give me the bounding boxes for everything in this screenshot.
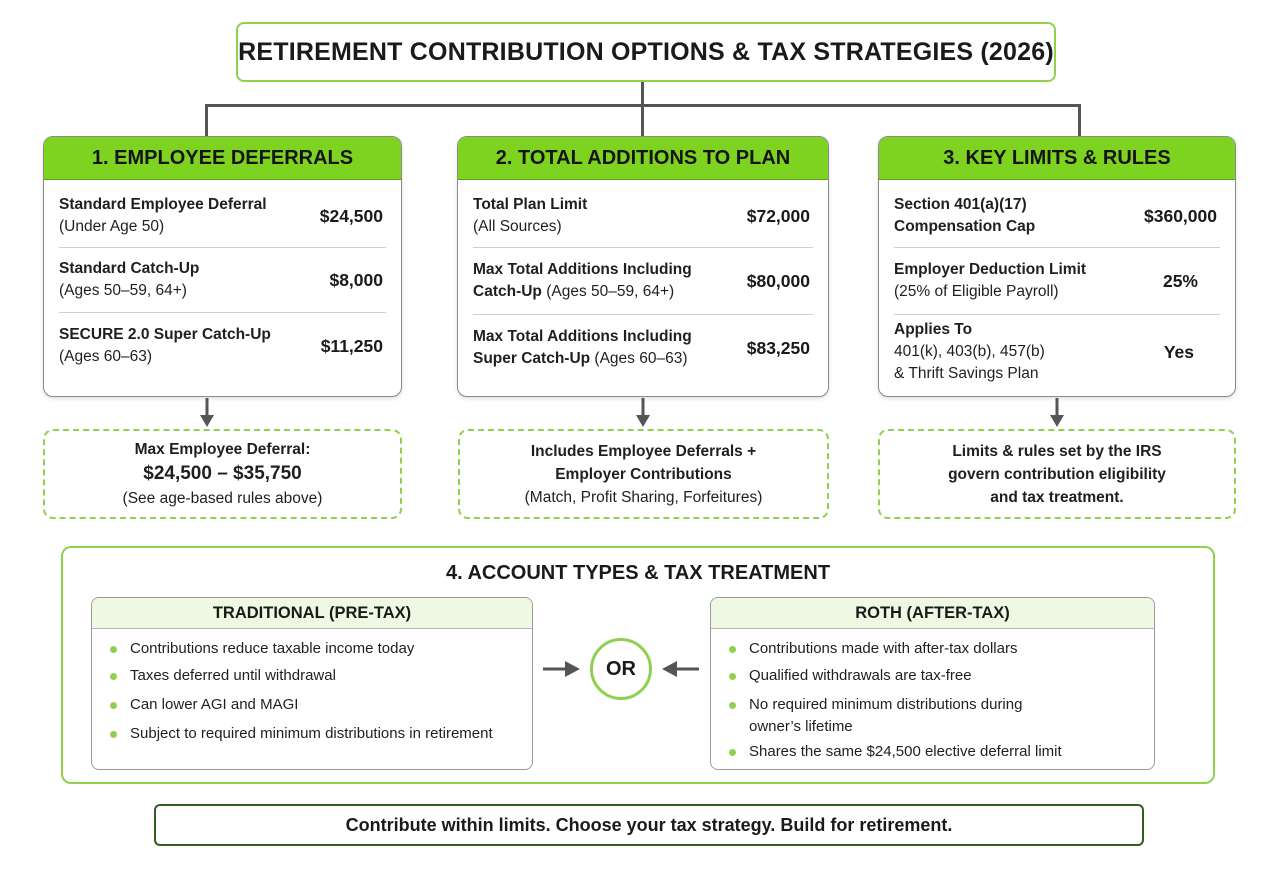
- row-value: Yes: [1163, 341, 1194, 362]
- list-item-text: Can lower AGI and MAGI: [130, 696, 299, 713]
- row-label-line2: [473, 281, 692, 303]
- row-label-line2: (Ages 60–63): [59, 348, 153, 365]
- row-value: $83,250: [746, 337, 810, 358]
- list-item-text: Contributions made with after-tax dollars: [749, 640, 1018, 657]
- panel-employee-deferrals: [43, 136, 402, 397]
- note-line2: Employer Contributions: [555, 465, 732, 483]
- row-value: 25%: [1162, 270, 1198, 291]
- or-badge: OR: [590, 638, 652, 700]
- list-item-text: Shares the same $24,500 elective deferral limit: [749, 743, 1062, 760]
- row-label: [59, 194, 267, 238]
- bullet-dot-icon: [110, 731, 117, 738]
- row-label-line2-bold: Super Catch-Up: [473, 350, 591, 367]
- arrow-down-icon: [200, 398, 214, 428]
- row-label: [59, 324, 271, 368]
- row-label-line2: 401(k), 403(b), 457(b): [894, 343, 1045, 360]
- row-total-plan-limit: [473, 185, 813, 248]
- row-label-line1: Section 401(a)(17): [894, 196, 1027, 213]
- list-item: [108, 638, 522, 660]
- row-label-line2: [473, 348, 692, 370]
- row-standard-catch-up: [59, 248, 386, 313]
- row-label-line2: (25% of Eligible Payroll): [894, 283, 1059, 300]
- note-line3: (Match, Profit Sharing, Forfeitures): [524, 488, 763, 506]
- list-item-text: No required minimum distributions during owner’s lifetime: [749, 696, 1023, 735]
- panel-header: 1. EMPLOYEE DEFERRALS: [44, 137, 401, 180]
- arrow-right-icon: [543, 660, 581, 678]
- arrow-down-icon: [636, 398, 650, 428]
- connector-panel-3: [1078, 104, 1081, 136]
- row-label-line2-rest: (Ages 50–59, 64+): [541, 283, 675, 300]
- row-label: [894, 259, 1086, 303]
- row-standard-deferral: [59, 185, 386, 248]
- note-irs-rules: [878, 429, 1236, 519]
- bullet-dot-icon: [110, 646, 117, 653]
- list-item-text: Taxes deferred until withdrawal: [130, 667, 336, 684]
- footer-tagline: Contribute within limits. Choose your tax strategy. Build for retirement.: [154, 804, 1144, 846]
- connector-panel-1: [205, 104, 208, 136]
- row-super-catch-up: [59, 313, 386, 379]
- row-max-with-catch-up: [473, 248, 813, 315]
- bullet-dot-icon: [110, 673, 117, 680]
- row-value: $11,250: [320, 335, 383, 356]
- row-value: $24,500: [319, 205, 383, 226]
- row-label: [473, 326, 692, 370]
- row-label-line1: Max Total Additions Including: [473, 261, 692, 278]
- row-value: $80,000: [746, 270, 810, 291]
- bullet-dot-icon: [729, 702, 736, 709]
- row-label-line1: Total Plan Limit: [473, 196, 588, 213]
- bullet-dot-icon: [729, 673, 736, 680]
- card-header: ROTH (AFTER-TAX): [711, 598, 1154, 629]
- list-item: [108, 665, 522, 687]
- row-max-with-super-catch-up: [473, 315, 813, 381]
- row-compensation-cap: [894, 185, 1220, 248]
- list-item: [727, 694, 1054, 738]
- bullet-dot-icon: [729, 749, 736, 756]
- card-traditional: [91, 597, 533, 770]
- arrow-left-icon: [661, 660, 699, 678]
- note-line3: (See age-based rules above): [122, 490, 323, 507]
- connector-trunk: [641, 82, 644, 106]
- connector-panel-2: [641, 104, 644, 136]
- bullet-dot-icon: [110, 702, 117, 709]
- bullet-dot-icon: [729, 646, 736, 653]
- row-label-line2: Compensation Cap: [894, 218, 1036, 235]
- panel-header: 2. TOTAL ADDITIONS TO PLAN: [458, 137, 828, 180]
- row-label: [59, 258, 199, 302]
- row-label-line2-bold: Catch-Up: [473, 283, 542, 300]
- list-item-text: Qualified withdrawals are tax-free: [749, 667, 972, 684]
- note-line2: govern contribution eligibility: [948, 465, 1166, 483]
- note-line3: and tax treatment.: [990, 488, 1124, 506]
- row-label-line1: SECURE 2.0 Super Catch-Up: [59, 326, 271, 343]
- arrow-down-icon: [1050, 398, 1064, 428]
- row-label-line1: Employer Deduction Limit: [894, 261, 1087, 278]
- row-label-line1: Standard Employee Deferral: [59, 196, 267, 213]
- note-plan-contributions: [458, 429, 829, 519]
- row-label: [473, 194, 587, 238]
- list-item: [727, 741, 1144, 763]
- note-line1: Includes Employee Deferrals +: [530, 442, 757, 460]
- list-item-text: Contributions reduce taxable income today: [130, 640, 415, 657]
- row-label-line1: Max Total Additions Including: [473, 328, 692, 345]
- card-header: TRADITIONAL (PRE-TAX): [92, 598, 532, 629]
- row-applies-to: [894, 317, 1220, 387]
- row-label-line1: Applies To: [894, 321, 973, 338]
- list-item: [727, 665, 1144, 687]
- row-label-line2: (Ages 50–59, 64+): [59, 282, 187, 299]
- row-employer-deduction: [894, 248, 1220, 315]
- row-label-line2: (All Sources): [473, 218, 562, 235]
- row-label: [894, 194, 1035, 238]
- panel-header: 3. KEY LIMITS & RULES: [879, 137, 1235, 180]
- row-label-line1: Standard Catch-Up: [59, 260, 200, 277]
- row-value: $8,000: [329, 269, 383, 290]
- card-roth: [710, 597, 1155, 770]
- row-label-line2: (Under Age 50): [59, 218, 165, 235]
- row-value: $72,000: [746, 205, 810, 226]
- list-item-text: Subject to required minimum distributions in retirement: [130, 725, 493, 742]
- panel-total-additions: [457, 136, 829, 397]
- list-item: [108, 694, 522, 716]
- row-value: $360,000: [1144, 205, 1217, 226]
- row-label: [473, 259, 692, 303]
- list-item: [108, 723, 522, 745]
- diagram-title: RETIREMENT CONTRIBUTION OPTIONS & TAX STRATEGIES (2026): [236, 22, 1056, 82]
- note-line1: Limits & rules set by the IRS: [952, 442, 1162, 460]
- list-item: [727, 638, 1144, 660]
- note-line1: Max Employee Deferral:: [134, 441, 311, 458]
- row-label-line2-rest: (Ages 60–63): [590, 350, 688, 367]
- note-max-employee-deferral: [43, 429, 402, 519]
- row-label-line3: & Thrift Savings Plan: [894, 365, 1039, 382]
- row-label: [894, 319, 1045, 385]
- note-line2: $24,500 – $35,750: [143, 463, 302, 484]
- panel-key-limits: [878, 136, 1236, 397]
- section-title: 4. ACCOUNT TYPES & TAX TREATMENT: [445, 562, 831, 584]
